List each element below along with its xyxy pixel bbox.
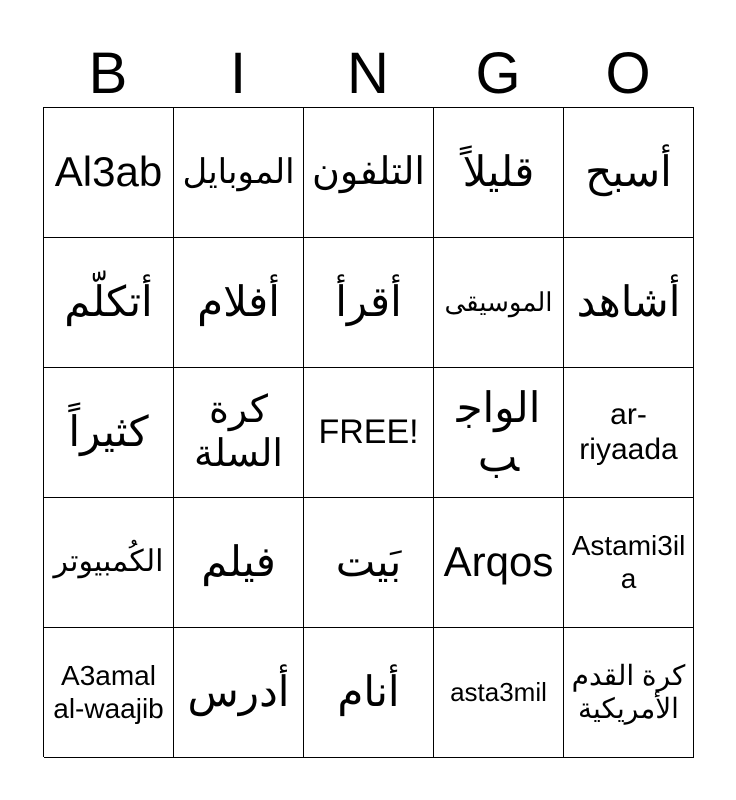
cell-text: الكُمبيوتر bbox=[53, 545, 164, 579]
free-space: FREE! bbox=[318, 412, 419, 451]
cell-text: Arqos bbox=[443, 538, 554, 586]
bingo-cell-r1-c3[interactable] bbox=[304, 108, 434, 238]
cell-text: أفلام bbox=[197, 278, 280, 326]
cell-text: كرة القدم الأمريكية bbox=[571, 660, 686, 724]
header-letter-i: I bbox=[229, 41, 247, 106]
bingo-cell-r3-c3[interactable] bbox=[304, 368, 434, 498]
bingo-cell-r1-c4[interactable] bbox=[434, 108, 564, 238]
bingo-cell-r1-c2[interactable] bbox=[174, 108, 304, 238]
cell-text: كرة السلة bbox=[194, 388, 283, 475]
cell-text: Astami3ila bbox=[571, 530, 686, 594]
header-letter-b: B bbox=[88, 41, 128, 106]
bingo-cell-r5-c1[interactable] bbox=[44, 628, 174, 758]
bingo-cell-r5-c4[interactable] bbox=[434, 628, 564, 758]
cell-text: أقرأ bbox=[335, 278, 402, 326]
bingo-board bbox=[43, 107, 694, 757]
bingo-cell-r4-c1[interactable] bbox=[44, 498, 174, 628]
bingo-cell-r3-c4[interactable] bbox=[434, 368, 564, 498]
cell-text: Al3ab bbox=[54, 148, 163, 196]
bingo-cell-r3-c2[interactable] bbox=[174, 368, 304, 498]
cell-text: ar-riyaada bbox=[579, 398, 678, 466]
cell-text: أدرس bbox=[187, 668, 290, 716]
header-letter-g: G bbox=[475, 41, 521, 106]
cell-text: أسبح bbox=[585, 148, 672, 196]
bingo-cell-r5-c5[interactable] bbox=[564, 628, 694, 758]
bingo-cell-r2-c5[interactable] bbox=[564, 238, 694, 368]
bingo-header bbox=[43, 40, 693, 108]
bingo-cell-r2-c2[interactable] bbox=[174, 238, 304, 368]
cell-text: asta3mil bbox=[450, 676, 547, 707]
bingo-cell-r2-c4[interactable] bbox=[434, 238, 564, 368]
header-letter-o: O bbox=[605, 41, 651, 106]
cell-text: كثيراً bbox=[68, 408, 149, 456]
bingo-cell-r2-c1[interactable] bbox=[44, 238, 174, 368]
bingo-cell-r5-c2[interactable] bbox=[174, 628, 304, 758]
bingo-cell-r4-c3[interactable] bbox=[304, 498, 434, 628]
bingo-cell-r3-c1[interactable] bbox=[44, 368, 174, 498]
bingo-cell-r4-c2[interactable] bbox=[174, 498, 304, 628]
cell-text: أنام bbox=[337, 668, 400, 716]
cell-text: أشاهد bbox=[576, 278, 681, 326]
bingo-cell-r5-c3[interactable] bbox=[304, 628, 434, 758]
bingo-cell-r3-c5[interactable] bbox=[564, 368, 694, 498]
cell-text: الموبايل bbox=[182, 152, 295, 191]
cell-text: التلفون bbox=[312, 150, 425, 193]
cell-text: فيلم bbox=[201, 538, 276, 586]
header-letter-n: N bbox=[347, 41, 389, 106]
cell-text: بَيت bbox=[335, 538, 402, 586]
bingo-cell-r2-c3[interactable] bbox=[304, 238, 434, 368]
cell-text: الموسيقى bbox=[444, 286, 553, 317]
cell-text: قليلاً bbox=[462, 148, 535, 196]
bingo-cell-r4-c5[interactable] bbox=[564, 498, 694, 628]
bingo-cell-r1-c5[interactable] bbox=[564, 108, 694, 238]
bingo-cell-r1-c1[interactable] bbox=[44, 108, 174, 238]
cell-text: A3amal al-waajib bbox=[53, 660, 164, 724]
bingo-cell-r4-c4[interactable] bbox=[434, 498, 564, 628]
cell-text: أتكلّم bbox=[64, 278, 153, 326]
cell-text: الواجب bbox=[456, 384, 541, 480]
